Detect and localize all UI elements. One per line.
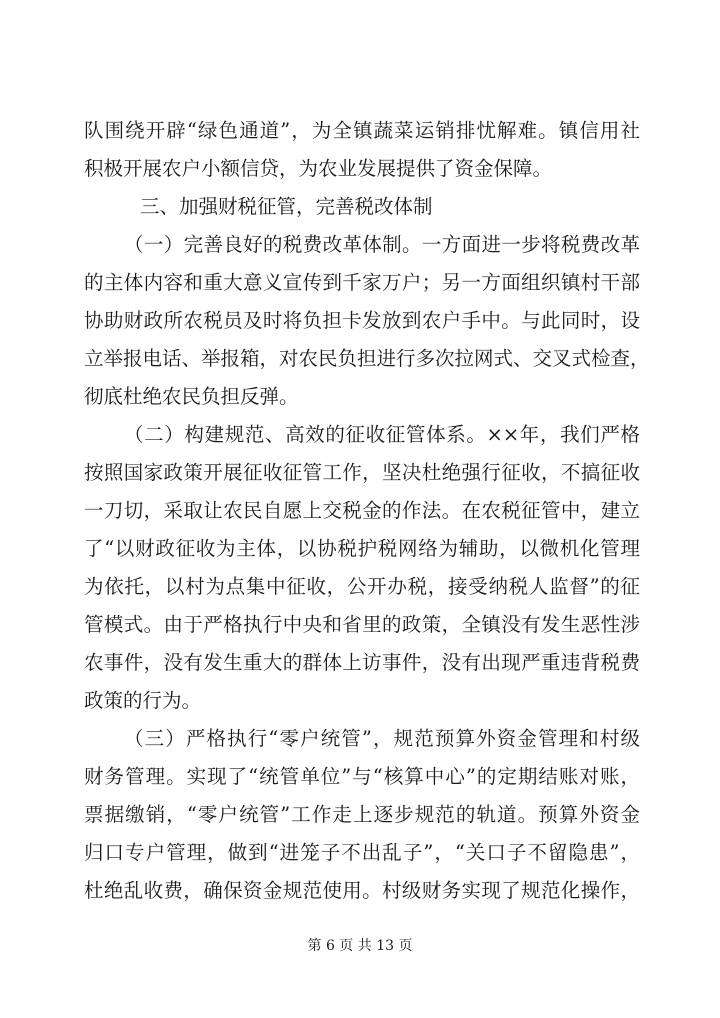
text-line: 管模式。由于严格执行中央和省里的政策，全镇没有发生恶性涉 (84, 613, 640, 636)
text-line: 杜绝乱收费，确保资金规范使用。村级财务实现了规范化操作， (84, 879, 640, 902)
text-line: 立举报电话、举报箱，对农民负担进行多次拉网式、交叉式检查， (84, 347, 650, 370)
text-line: 为依托，以村为点集中征收，公开办税，接受纳税人监督”的征 (84, 575, 640, 598)
text-line: 一刀切，采取让农民自愿上交税金的作法。在农税征管中，建立 (84, 499, 640, 522)
text-line: 协助财政所农税员及时将负担卡发放到农户手中。与此同时，设 (84, 309, 640, 332)
text-line: 票据缴销，“零户统管”工作走上逐步规范的轨道。预算外资金 (84, 803, 640, 826)
section-heading: 三、加强财税征管，完善税改体制 (140, 195, 433, 218)
text-line: 按照国家政策开展征收征管工作，坚决杜绝强行征收，不搞征收 (84, 461, 640, 484)
text-line: 了“以财政征收为主体，以协税护税网络为辅助，以微机化管理 (84, 537, 640, 560)
text-line: 的主体内容和重大意义宣传到千家万户；另一方面组织镇村干部 (84, 271, 640, 294)
text-line: 积极开展农户小额信贷，为农业发展提供了资金保障。 (84, 157, 553, 180)
text-line: 财务管理。实现了“统管单位”与“核算中心”的定期结账对账， (84, 765, 640, 788)
page-number-footer: 第 6 页 共 13 页 (307, 938, 413, 954)
text-line: （二）构建规范、高效的征收征管体系。××年，我们严格 (124, 423, 640, 446)
text-line: 农事件，没有发生重大的群体上访事件，没有出现严重违背税费 (84, 651, 640, 674)
text-line: 政策的行为。 (84, 689, 202, 712)
text-line: 归口专户管理，做到“进笼子不出乱子”，“关口子不留隐患”， (84, 841, 640, 864)
text-line: 彻底杜绝农民负担反弹。 (84, 385, 299, 408)
text-line: 队围绕开辟“绿色通道”，为全镇蔬菜运销排忧解难。镇信用社 (84, 119, 640, 142)
text-line: （一）完善良好的税费改革体制。一方面进一步将税费改革 (124, 233, 640, 256)
text-line: （三）严格执行“零户统管”，规范预算外资金管理和村级 (124, 727, 640, 750)
